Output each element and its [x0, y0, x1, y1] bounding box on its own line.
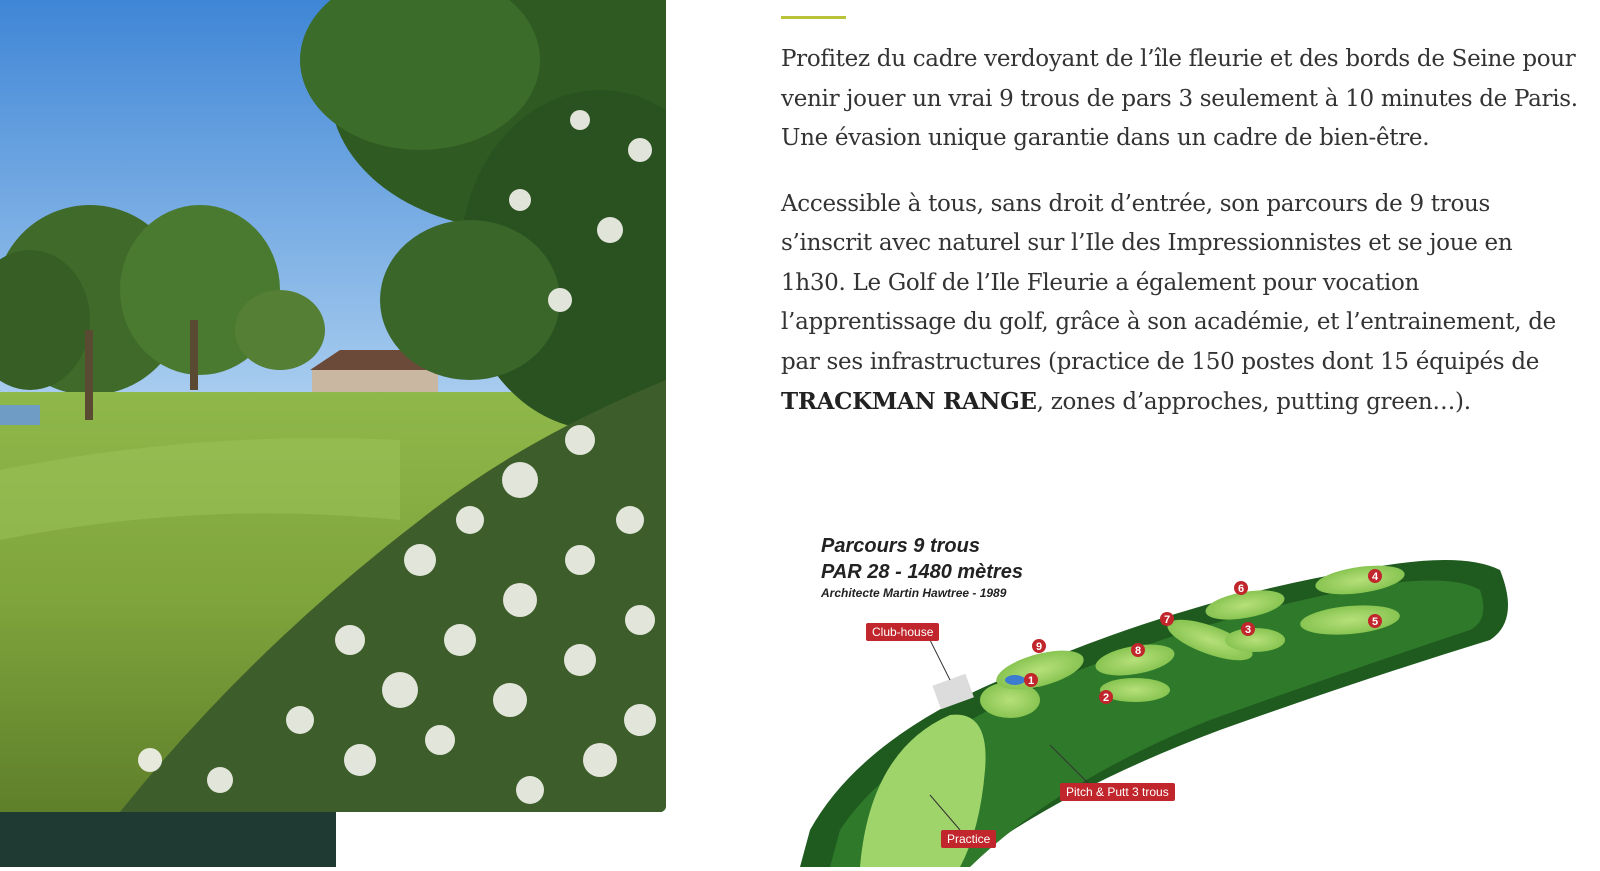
practice-tag: Practice [941, 830, 996, 848]
intro-text [781, 40, 1583, 423]
pitch-putt-tag: Pitch & Putt 3 trous [1060, 783, 1175, 801]
footer-green-block [0, 812, 336, 867]
hole-6-label: 6 [1237, 583, 1245, 595]
intro-paragraph-2-end: , zones d’approches, putting green…). [1036, 389, 1471, 415]
intro-paragraph-1: Profitez du cadre verdoyant de l’île fleurie et des bords de Seine pour venir jouer un vrai 9 trous de pars 3 seulement à 10 minutes de Paris. Une évasion unique garantie dans un cadre de bien-être. [781, 46, 1578, 151]
intro-paragraph-2-start: Accessible à tous, sans droit d’entrée, son parcours de 9 trous s’inscrit avec naturel sur l’Ile des Impressionnistes et se joue en 1h30. Le Golf de l’Ile Fleurie a également pour vocation l’apprentissage du golf, grâce à son académie, et l’entrainement, de par ses infrastructures (practice de 150 postes dont 15 équipés de [781, 190, 1556, 375]
golf-course-photo [0, 0, 666, 812]
course-map-heading: Parcours 9 trous [821, 535, 980, 557]
hole-9-label: 9 [1035, 641, 1043, 653]
hole-3-label: 3 [1244, 624, 1252, 636]
hole-2-label: 2 [1102, 692, 1110, 704]
course-map-title [821, 534, 1023, 600]
course-map-par: PAR 28 - 1480 mètres [821, 561, 1023, 583]
hole-5-label: 5 [1371, 616, 1379, 628]
hole-7-label: 7 [1163, 614, 1171, 626]
hole-8-label: 8 [1134, 645, 1142, 657]
clubhouse-tag: Club-house [866, 623, 939, 641]
hole-4-label: 4 [1371, 571, 1379, 583]
accent-divider [781, 16, 846, 19]
trackman-range-highlight: TRACKMAN RANGE [781, 388, 1037, 415]
intro-paragraph-2 [781, 185, 1583, 423]
course-map-architect: Architecte Martin Hawtree - 1989 [821, 586, 1007, 600]
hole-1-label: 1 [1027, 675, 1035, 687]
